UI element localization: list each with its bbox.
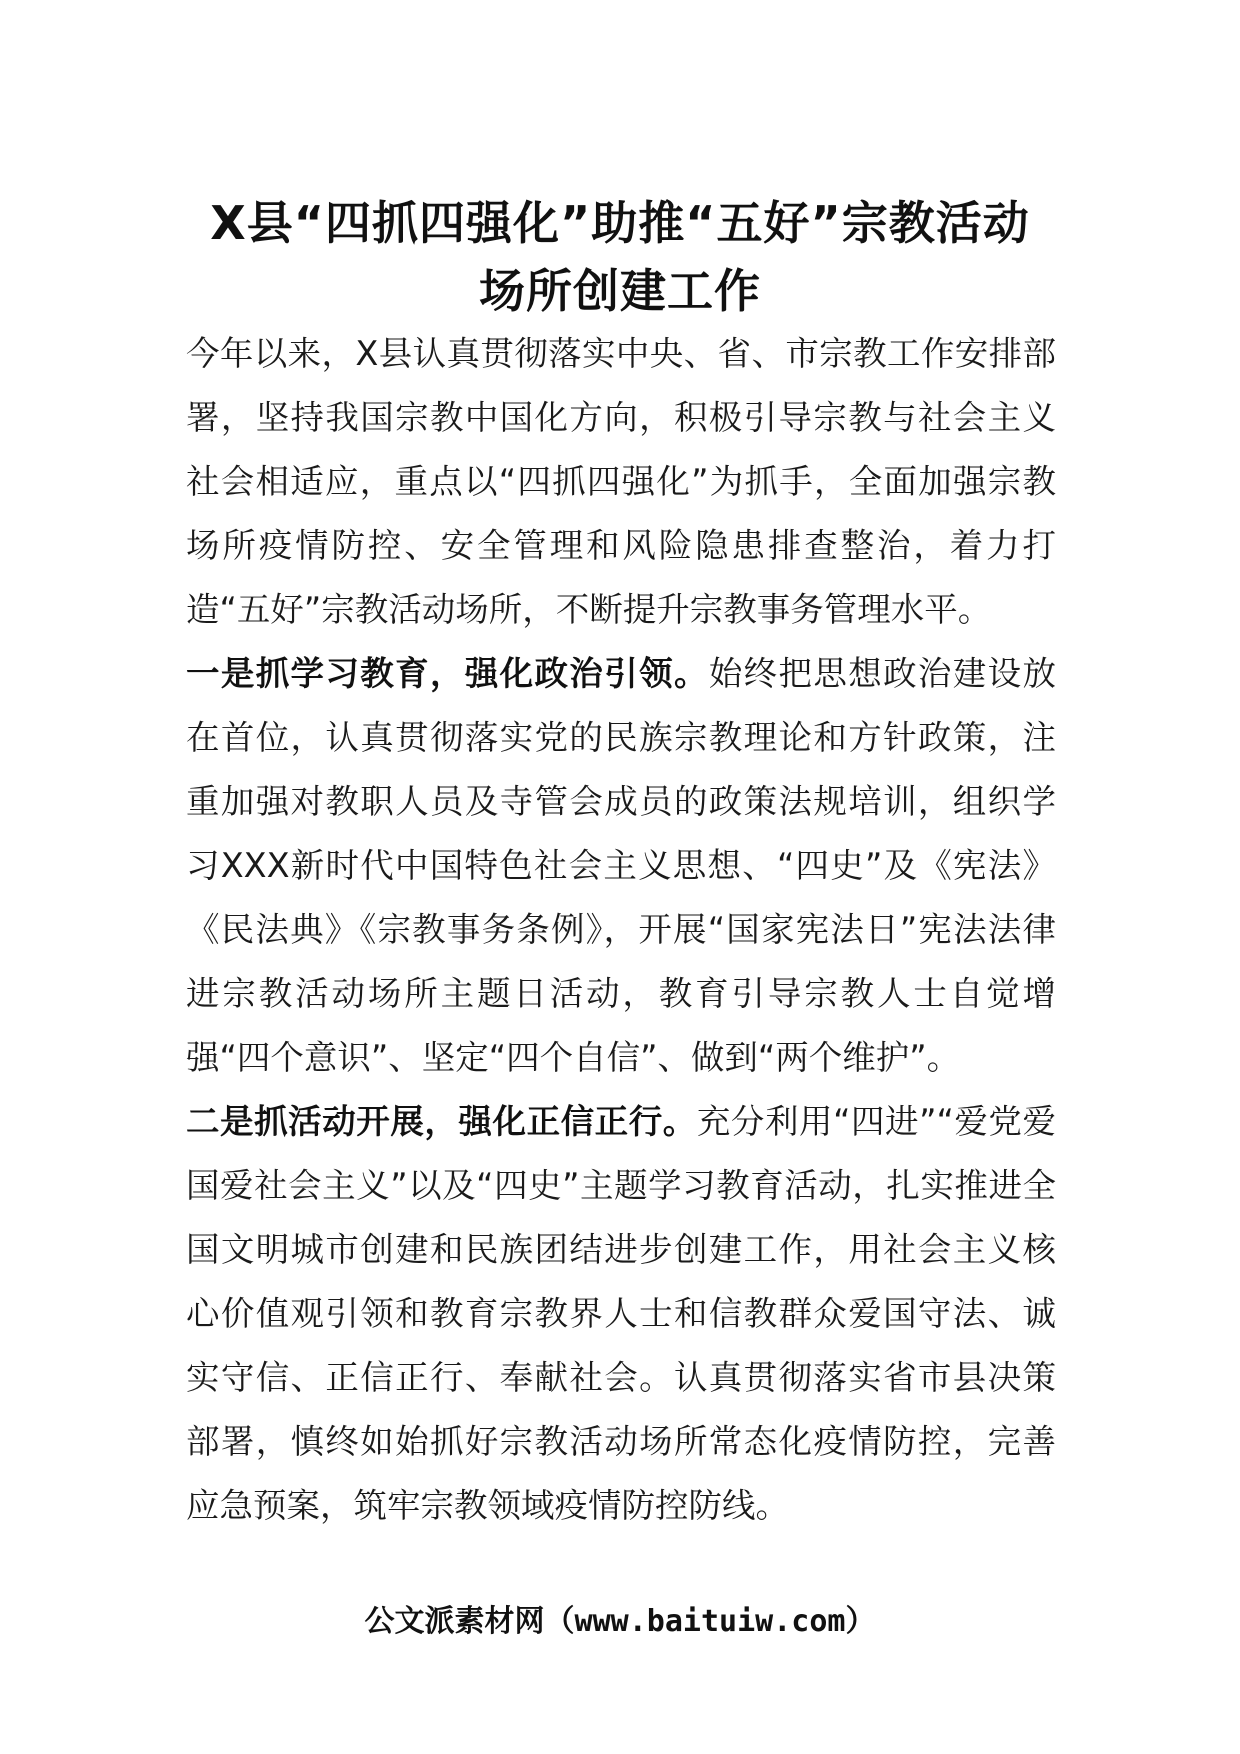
document-title <box>150 189 1090 325</box>
footer-url: （www.baituiw.com） <box>544 1604 876 1639</box>
intro-paragraph: 今年以来，X县认真贯彻落实中央、省、市宗教工作安排部署，坚持我国宗教中国化方向，积极引导宗教与社会主义社会相适应，重点以“四抓四强化”为抓手，全面加强宗教场所疫情防控、安全管理和风险隐患排查整治，着力打造“五好”宗教活动场所，不断提升宗教事务管理水平。 <box>186 334 1056 629</box>
section-1-lead: 一是抓学习教育，强化政治引领。 <box>186 654 709 693</box>
section-1-text: 始终把思想政治建设放在首位，认真贯彻落实党的民族宗教理论和方针政策，注重加强对教职人员及寺管会成员的政策法规培训，组织学习XXX新时代中国特色社会主义思想、“四史”及《宪法》《民法典》《宗教事务条例》，开展“国家宪法日”宪法法律进宗教活动场所主题日活动，教育引导宗教人士自觉增强“四个意识”、坚定“四个自信”、做到“两个维护”。 <box>186 654 1056 1077</box>
section-2-text: 充分利用“四进”“爱党爱国爱社会主义”以及“四史”主题学习教育活动，扎实推进全国文明城市创建和民族团结进步创建工作，用社会主义核心价值观引领和教育宗教界人士和信教群众爱国守法、诚实守信、正信正行、奉献社会。认真贯彻落实省市县决策部署，慎终如始抓好宗教活动场所常态化疫情防控，完善应急预案，筑牢宗教领域疫情防控防线。 <box>186 1102 1056 1525</box>
page-footer <box>150 1602 1090 1642</box>
section-paragraph-2 <box>186 1090 1056 1538</box>
section-2-lead: 二是抓活动开展，强化正信正行。 <box>186 1102 697 1141</box>
title-line-1: X县“四抓四强化”助推“五好”宗教活动 <box>210 195 1030 250</box>
section-paragraph-1 <box>186 642 1056 1090</box>
title-line-2: 场所创建工作 <box>479 263 761 318</box>
document-body <box>186 322 1056 1538</box>
footer-site-name: 公文派素材网 <box>364 1604 545 1639</box>
